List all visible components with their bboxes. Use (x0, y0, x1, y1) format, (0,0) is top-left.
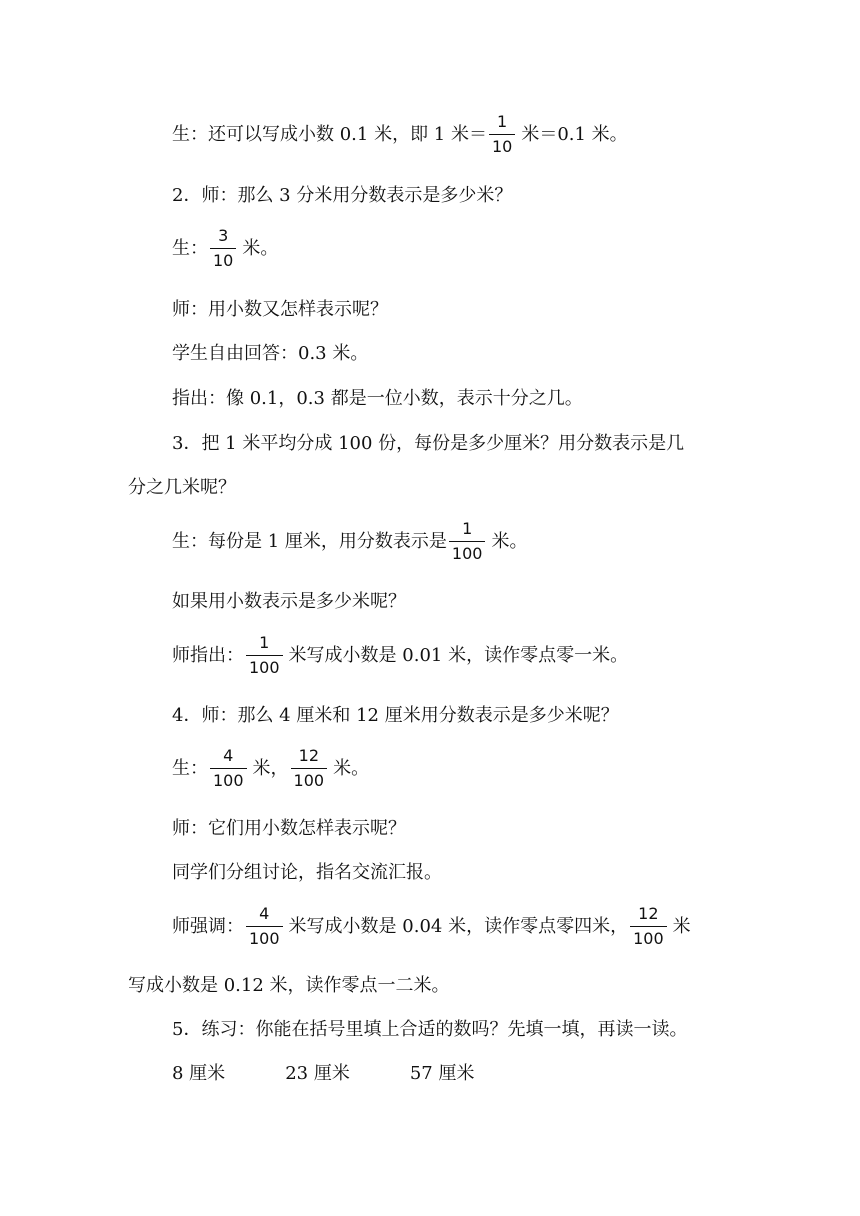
fraction-1-10 (489, 112, 515, 157)
text-segment: 3．把 1 米平均分成 100 份，每份是多少厘米？用分数表示是几 (172, 433, 685, 454)
text-segment: 师：它们用小数怎样表示呢？ (172, 818, 406, 839)
fraction-denominator: 10 (491, 137, 513, 156)
fraction-4-100 (210, 746, 247, 791)
line-5 (172, 341, 368, 367)
text-segment: 师指出： (172, 644, 244, 666)
line-15 (172, 860, 442, 886)
line-4 (172, 297, 388, 323)
fraction-1-100 (449, 519, 486, 564)
fraction-numerator: 12 (638, 904, 659, 923)
text-segment: 分之几米呢？ (128, 477, 236, 498)
line-12 (172, 703, 619, 729)
line-18 (172, 1017, 687, 1043)
text-segment: 生： (172, 757, 208, 779)
text-segment: 米。 (333, 757, 370, 779)
text-segment: 同学们分组讨论，指名交流汇报。 (172, 862, 442, 883)
fraction-numerator: 1 (497, 112, 508, 131)
line-8 (128, 475, 236, 501)
fraction-denominator: 100 (249, 929, 280, 948)
line-17 (128, 973, 450, 999)
text-segment: 4．师：那么 4 厘米和 12 厘米用分数表示是多少米呢？ (172, 705, 619, 726)
exercise-item: 23 厘米 (285, 1063, 350, 1084)
text-segment: 米写成小数是 0.04 米，读作零点零四米， (288, 915, 629, 937)
fraction-denominator: 100 (633, 929, 664, 948)
line-9 (172, 519, 527, 564)
fraction-denominator: 100 (213, 771, 244, 790)
fraction-numerator: 3 (218, 226, 229, 245)
fraction-denominator: 100 (451, 544, 483, 563)
fraction-4-100 (246, 904, 283, 949)
line-2 (172, 183, 512, 209)
fraction-numerator: 1 (259, 633, 270, 652)
exercise-item: 57 厘米 (409, 1063, 475, 1084)
fraction-12-100 (630, 904, 667, 949)
fraction-denominator: 100 (249, 658, 280, 677)
text-segment: 米， (252, 757, 289, 779)
line-7 (172, 431, 684, 457)
text-segment: 生：每份是 1 厘米，用分数表示是 (172, 530, 447, 552)
fraction-denominator: 100 (293, 771, 325, 790)
text-segment: 5．练习：你能在括号里填上合适的数吗？先填一填，再读一读。 (172, 1019, 688, 1040)
line-10 (172, 589, 406, 615)
line-16 (172, 904, 691, 949)
text-segment: 米＝0.1 米。 (521, 123, 628, 145)
line-11 (172, 633, 628, 678)
fraction-numerator: 4 (223, 746, 234, 765)
line-14 (172, 816, 406, 842)
text-segment: 师：用小数又怎样表示呢？ (172, 299, 388, 320)
text-segment: 米 (672, 915, 691, 937)
exercise-items (172, 1061, 474, 1087)
fraction-12-100 (291, 746, 328, 791)
text-segment: 米。 (491, 530, 528, 552)
text-segment: 写成小数是 0.12 米，读作零点一二米。 (128, 975, 450, 996)
text-segment: 2．师：那么 3 分米用分数表示是多少米？ (172, 185, 513, 206)
text-segment: 生： (172, 237, 208, 259)
line-6 (172, 386, 583, 412)
text-segment: 生：还可以写成小数 0.1 米，即 1 米＝ (172, 123, 487, 145)
text-segment: 米写成小数是 0.01 米，读作零点零一米。 (288, 644, 629, 666)
line-1 (172, 112, 628, 157)
text-segment: 指出：像 0.1，0.3 都是一位小数，表示十分之几。 (172, 388, 583, 409)
text-segment: 学生自由回答：0.3 米。 (172, 343, 369, 364)
fraction-numerator: 1 (462, 519, 473, 538)
exercise-item: 8 厘米 (172, 1063, 226, 1084)
fraction-3-10 (210, 226, 236, 271)
line-3 (172, 226, 278, 271)
line-13 (172, 746, 369, 791)
fraction-numerator: 4 (259, 904, 270, 923)
fraction-denominator: 10 (213, 251, 234, 270)
text-segment: 米。 (242, 237, 279, 259)
fraction-numerator: 12 (298, 746, 319, 765)
fraction-1-100 (246, 633, 283, 678)
text-segment: 师强调： (172, 915, 244, 937)
text-segment: 如果用小数表示是多少米呢？ (172, 591, 406, 612)
